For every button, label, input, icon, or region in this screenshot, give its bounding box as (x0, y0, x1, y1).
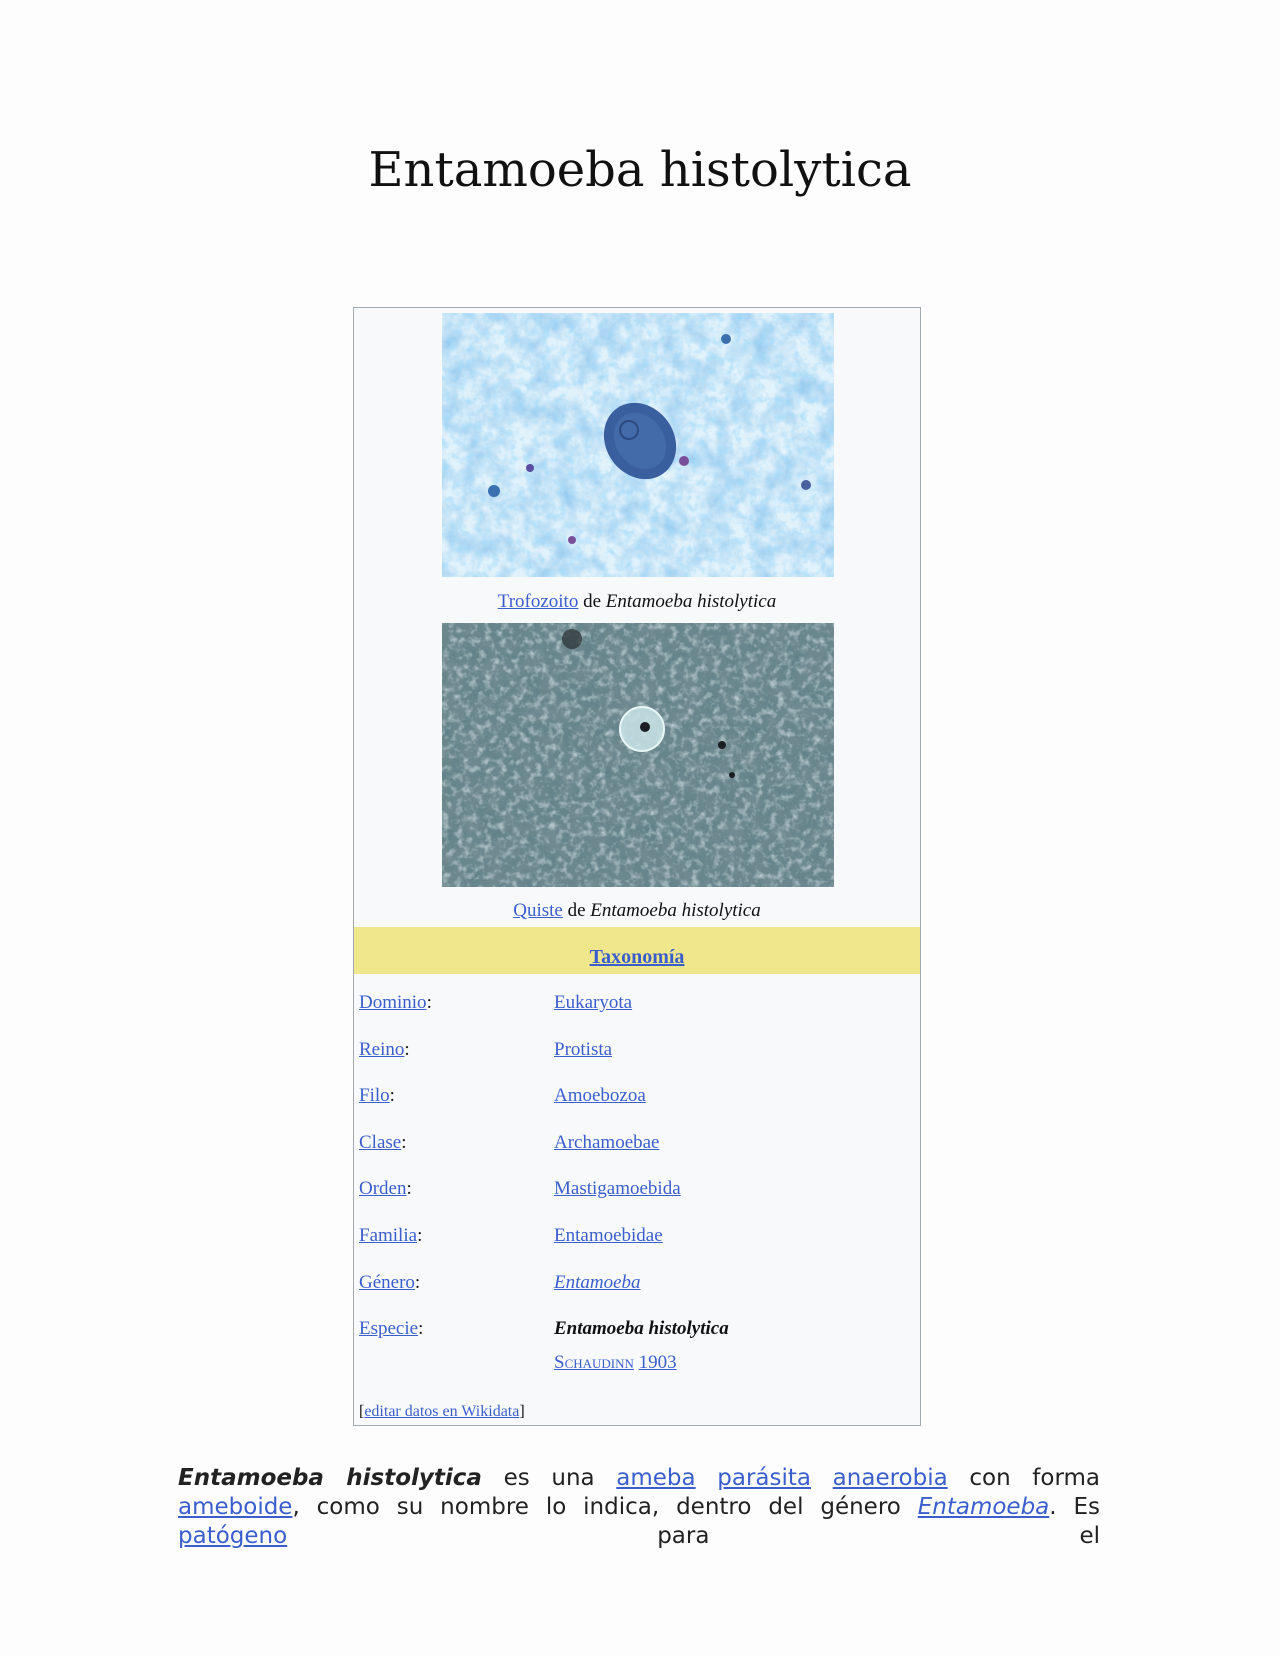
rank-link-dominio[interactable]: Dominio (359, 992, 427, 1013)
colon: : (426, 992, 432, 1013)
colon: : (417, 1225, 423, 1246)
intro-paragraph (178, 1464, 1100, 1551)
value-link-entamoebidae[interactable]: Entamoebidae (554, 1225, 663, 1246)
link-anaerobia[interactable]: anaerobia (832, 1465, 948, 1491)
link-entamoeba[interactable]: Entamoeba (917, 1494, 1050, 1520)
value-link-entamoeba[interactable]: Entamoeba (554, 1272, 641, 1293)
intro-subject: Entamoeba histolytica (178, 1465, 482, 1491)
rank-value (554, 1314, 729, 1344)
intro-text: con forma (947, 1465, 1101, 1491)
rank-label (359, 1174, 412, 1204)
rank-label (359, 1035, 410, 1065)
value-link-mastigamoebida[interactable]: Mastigamoebida (554, 1178, 681, 1199)
rank-value (554, 1081, 646, 1111)
rank-value (554, 1035, 612, 1065)
rank-value (554, 1128, 660, 1158)
rank-link-especie[interactable]: Especie (359, 1318, 419, 1339)
authority-year-link[interactable]: 1903 (638, 1352, 677, 1373)
rank-value (554, 988, 632, 1018)
colon: : (401, 1132, 407, 1153)
rank-link-familia[interactable]: Familia (359, 1225, 418, 1246)
cyst-caption (354, 899, 920, 923)
trofozoito-link[interactable]: Trofozoito (497, 591, 579, 612)
cyst-image[interactable] (442, 623, 834, 887)
rank-label (359, 1314, 423, 1344)
intro-text: , como su nombre lo indica, dentro del género (292, 1494, 918, 1520)
wikidata-edit-link[interactable]: editar datos en Wikidata (364, 1403, 520, 1420)
rank-label (359, 1081, 395, 1111)
link-parasita[interactable]: parásita (717, 1465, 812, 1491)
quiste-link[interactable]: Quiste (513, 900, 563, 921)
taxonomy-row-orden (359, 1174, 915, 1204)
taxonomy-row-dominio (359, 988, 915, 1018)
taxonomy-header (354, 927, 920, 974)
taxonomy-row-reino (359, 1035, 915, 1065)
taxonomy-row-clase (359, 1128, 915, 1158)
caption-text: de (578, 591, 606, 612)
taxonomy-link[interactable]: Taxonomía (589, 946, 685, 968)
caption-text: de (562, 900, 591, 921)
rank-value (554, 1268, 641, 1298)
rank-label (359, 988, 432, 1018)
rank-link-clase[interactable]: Clase (359, 1132, 402, 1153)
colon: : (389, 1085, 395, 1106)
taxonomy-row-familia (359, 1221, 915, 1251)
colon: : (418, 1318, 424, 1339)
colon: : (406, 1178, 412, 1199)
value-link-archamoebae[interactable]: Archamoebae (554, 1132, 660, 1153)
intro-text: para el (287, 1523, 1100, 1549)
link-ameboide[interactable]: ameboide (178, 1494, 293, 1520)
page-title: Entamoeba histolytica (368, 142, 912, 198)
rank-label (359, 1221, 422, 1251)
rank-label (359, 1268, 420, 1298)
value-link-protista[interactable]: Protista (554, 1039, 613, 1060)
colon: : (414, 1272, 421, 1293)
rank-value (554, 1221, 663, 1251)
caption-species: Entamoeba histolytica (590, 900, 761, 921)
rank-link-filo[interactable]: Filo (359, 1085, 390, 1106)
value-link-eukaryota[interactable]: Eukaryota (554, 992, 633, 1013)
authority-name-link[interactable]: Schaudinn (554, 1352, 634, 1373)
intro-text: . Es (1049, 1494, 1100, 1520)
taxonomy-row-filo (359, 1081, 915, 1111)
species-authority (554, 1348, 677, 1378)
rank-link-genero[interactable]: Género (359, 1272, 415, 1293)
taxonomy-row-genero (359, 1268, 915, 1298)
trophozoite-image[interactable] (442, 313, 834, 577)
species-name: Entamoeba histolytica (554, 1318, 729, 1339)
link-ameba[interactable]: ameba (616, 1465, 696, 1491)
taxonomy-row-especie (359, 1314, 915, 1344)
link-patogeno[interactable]: patógeno (178, 1523, 288, 1549)
trophozoite-caption (354, 590, 920, 614)
rank-link-orden[interactable]: Orden (359, 1178, 407, 1199)
value-link-amoebozoa[interactable]: Amoebozoa (554, 1085, 646, 1106)
infobox (353, 307, 921, 1426)
colon: : (404, 1039, 410, 1060)
rank-link-reino[interactable]: Reino (359, 1039, 405, 1060)
intro-text: es una (481, 1465, 617, 1491)
rank-value (554, 1174, 681, 1204)
wikidata-edit: [editar datos en Wikidata] (359, 1403, 525, 1420)
rank-label (359, 1128, 407, 1158)
caption-species: Entamoeba histolytica (605, 591, 777, 612)
